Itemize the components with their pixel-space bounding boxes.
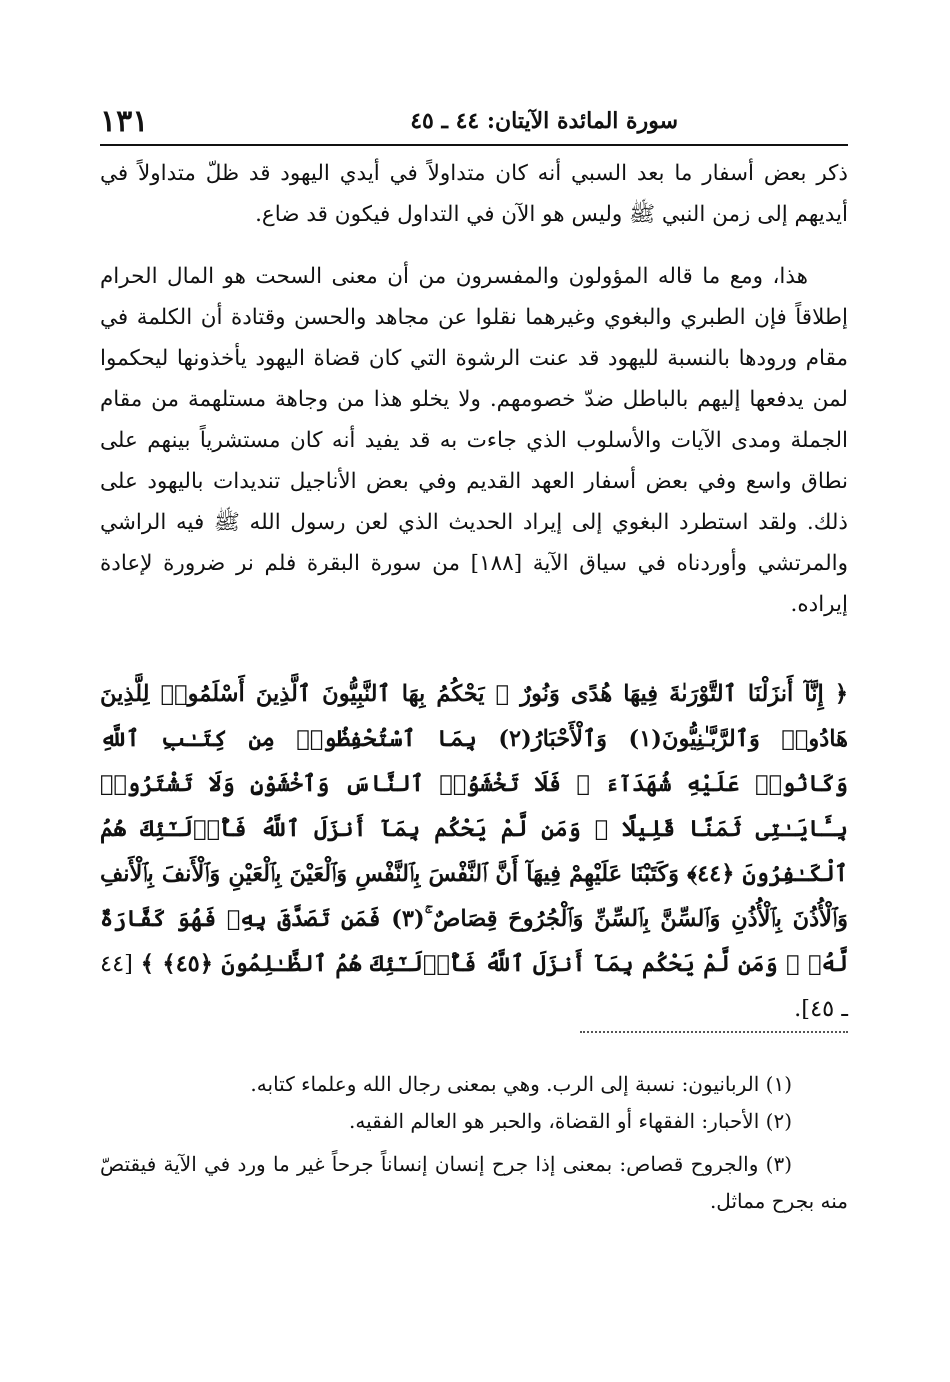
verse-reference: [٤٤ ـ ٤٥]. bbox=[100, 951, 848, 1022]
footnote-1: (١) الربانيون: نسبة إلى الرب. وهي بمعنى رجال الله وعلماء كتابه. bbox=[250, 1072, 792, 1096]
header-rule bbox=[100, 144, 848, 146]
body-paragraph-2: هذا، ومع ما قاله المؤولون والمفسرون من أن معنى السحت هو المال الحرام إطلاقاً فإن الطبري والبغوي وغيرهما نقلوا عن مجاهد والحسن وقتادة أن الكلمة في مقام ورودها بالنسبة لليهود قد عنت الرشوة التي كان قضاة اليهود يأخذونها ليحكموا لمن يدفعها إليهم بالباطل ضدّ خصومهم. ولا يخلو هذا من وجاهة مستلهمة من مقام الجملة ومدى الآيات والأسلوب الذي جاءت به قد يفيد أنه كان مستشرياً بينهم على نطاق واسع وفي بعض أسفار العهد القديم وفي بعض الأناجيل تنديدات باليهود على ذلك. ولقد استطرد البغوي إلى إيراد الحديث الذي لعن رسول الله ﷺ فيه الراشي والمرتشي وأوردناه في سياق الآية [١٨٨] من سورة البقرة فلم نر ضرورة لإعادة إيراده. bbox=[100, 264, 849, 617]
header-title: سورة المائدة الآيتان: ٤٤ ـ ٤٥ bbox=[410, 108, 678, 134]
footnote-3: (٣) والجروح قصاص: بمعنى إذا جرح إنسان إنساناً جرحاً غير ما ورد في الآية فيقتصّ منه بجرح مماثل. bbox=[100, 1152, 848, 1213]
footnote-separator bbox=[580, 1031, 848, 1033]
quran-verse-text: ﴿ إِنَّآ أَنزَلْنَا ٱلتَّوْرَىٰةَ فِيهَا هُدًى وَنُورٌ ۚ يَحْكُمُ بِهَا ٱلنَّبِيُّونَ ٱلَّذِينَ أَسْلَمُوا۟ لِلَّذِينَ هَادُوا۟ وَٱلرَّبَّـٰنِيُّونَ(١) وَٱلْأَحْبَارُ(٢) بِمَا ٱسْتُحْفِظُوا۟ مِن كِتَـٰبِ ٱللَّهِ وَكَانُوا۟ عَلَيْهِ شُهَدَآءَ ۚ فَلَا تَخْشَوُا۟ ٱلنَّاسَ وَٱخْشَوْنِ وَلَا تَشْتَرُوا۟ بِـَٔايَـٰتِى ثَمَنًا قَلِيلًا ۚ وَمَن لَّمْ يَحْكُم بِمَآ أَنزَلَ ٱللَّهُ فَأُو۟لَـٰٓئِكَ هُمُ ٱلْكَـٰفِرُونَ ﴿٤٤﴾ وَكَتَبْنَا عَلَيْهِمْ فِيهَآ أَنَّ ٱلنَّفْسَ بِٱلنَّفْسِ وَٱلْعَيْنَ بِٱلْعَيْنِ وَٱلْأَنفَ بِٱلْأَنفِ وَٱلْأُذُنَ بِٱلْأُذُنِ وَٱلسِّنَّ بِٱلسِّنِّ وَٱلْجُرُوحَ قِصَاصٌ ۚ(٣) فَمَن تَصَدَّقَ بِهِۦ فَهُوَ كَفَّارَةٌ لَّهُۥ ۚ وَمَن لَّمْ يَحْكُم بِمَآ أَنزَلَ ٱللَّهُ فَأُو۟لَـٰٓئِكَ هُمُ ٱلظَّـٰلِمُونَ ﴿٤٥﴾ ﴾ bbox=[100, 681, 848, 977]
footnote-2: (٢) الأحبار: الفقهاء أو القضاة، والحبر هو العالم الفقيه. bbox=[349, 1109, 792, 1133]
page-number: ١٣١ bbox=[100, 104, 149, 139]
body-paragraph-1: ذكر بعض أسفار ما بعد السبي أنه كان متداولاً في أيدي اليهود قد ظلّ متداولاً في أيديهم إلى زمن النبي ﷺ وليس هو الآن في التداول فيكون قد ضاع. bbox=[100, 161, 848, 227]
running-header bbox=[100, 102, 848, 146]
quran-verse-block bbox=[100, 672, 848, 1032]
footnotes bbox=[100, 1066, 848, 1220]
